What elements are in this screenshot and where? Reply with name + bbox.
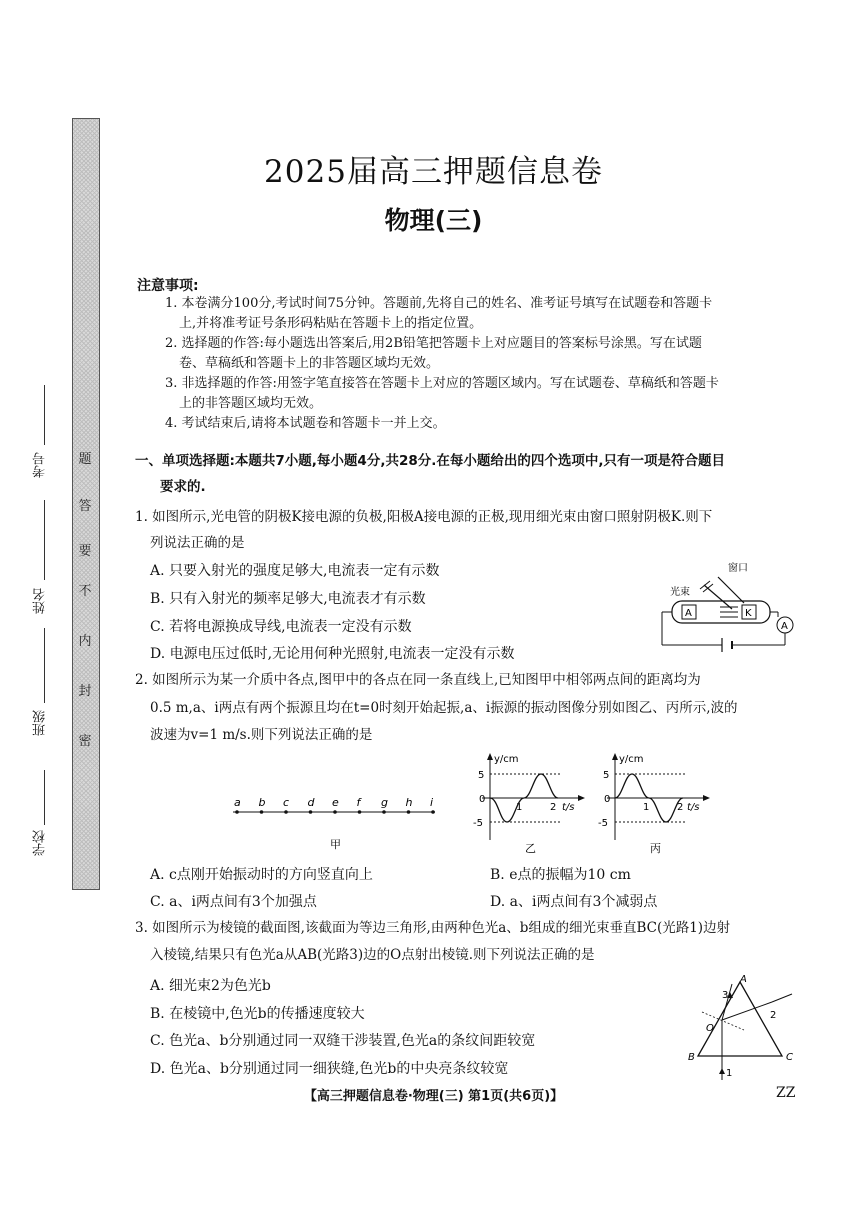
- graph-xtick-2: 2: [550, 802, 557, 813]
- q3-option-b[interactable]: B. 在棱镜中,色光b的传播速度较大: [150, 1006, 365, 1022]
- q2-graph-bing: [595, 750, 720, 858]
- beam-label: 光束: [670, 587, 690, 598]
- q3-prism-figure: [680, 972, 800, 1084]
- point-label: f: [356, 796, 361, 809]
- q2-option-a[interactable]: A. c点刚开始振动时的方向竖直向上: [150, 867, 373, 883]
- seal-char: 封: [78, 684, 92, 699]
- q1-stem: 1. 如图所示,光电管的阴极K接电源的负极,阳极A接电源的正极,现用细光束由窗口照射阴极K.则下: [135, 509, 713, 525]
- point-label: b: [258, 796, 266, 809]
- medium-point: [333, 810, 337, 814]
- cathode-label: K: [745, 608, 752, 619]
- side-line[interactable]: [44, 500, 45, 580]
- vertex-a-label: A: [740, 974, 747, 985]
- graph-ytick-neg5: -5: [473, 818, 483, 829]
- point-label: d: [307, 796, 315, 809]
- graph-ytick-0: 0: [604, 794, 611, 805]
- q1-option-d[interactable]: D. 电源电压过低时,无论用何种光照射,电流表一定没有示数: [150, 646, 515, 662]
- point-label: a: [234, 796, 241, 809]
- footer-code: ZZ: [776, 1085, 796, 1101]
- notice-line: 2. 选择题的作答:每小题选出答案后,用2B铅笔把答题卡上对应题目的答案标号涂黑。写在试题: [165, 336, 702, 351]
- graph-xlabel: t/s: [562, 802, 575, 813]
- medium-point: [235, 810, 239, 814]
- point-label: i: [430, 796, 434, 809]
- q2-stem-cont: 波速为v=1 m/s.则下列说法正确的是: [150, 727, 373, 743]
- medium-point: [382, 810, 386, 814]
- seal-char: 答: [78, 499, 92, 514]
- side-line[interactable]: [44, 770, 45, 825]
- graph-ytick-5: 5: [478, 770, 485, 781]
- notice-line: 卷、草稿纸和答题卡上的非答题区域均无效。: [179, 356, 440, 371]
- ray-2-label: 2: [770, 1010, 777, 1021]
- notice-line: 3. 非选择题的作答:用签字笔直接答在答题卡上对应的答题区域内。写在试题卷、草稿纸和答题卡: [165, 376, 719, 391]
- notice-line: 上的非答题区域均无效。: [179, 396, 323, 411]
- q3-stem-cont: 入棱镜,结果只有色光a从AB(光路3)边的O点射出棱镜.则下列说法正确的是: [150, 947, 595, 963]
- q2-stem-cont: 0.5 m,a、i两点有两个振源且均在t=0时刻开始起振,a、i振源的振动图像分别如图乙、丙所示,波的: [150, 700, 738, 716]
- q2-option-d[interactable]: D. a、i两点间有3个减弱点: [490, 894, 658, 910]
- q1-option-a[interactable]: A. 只要入射光的强度足够大,电流表一定有示数: [150, 563, 440, 579]
- graph-ytick-neg5: -5: [598, 818, 608, 829]
- seal-char: 内: [78, 634, 92, 649]
- fig-label-yi: 乙: [525, 842, 536, 855]
- footer-text: 【高三押题信息卷·物理(三) 第1页(共6页)】: [303, 1089, 564, 1104]
- q1-stem-cont: 列说法正确的是: [150, 535, 245, 551]
- ammeter-label: A: [781, 621, 788, 632]
- medium-point: [284, 810, 288, 814]
- ray-1-label: 1: [726, 1068, 733, 1079]
- page-subtitle: 物理(三): [384, 206, 483, 235]
- notice-heading: 注意事项:: [137, 278, 199, 294]
- graph-ylabel: y/cm: [619, 754, 644, 765]
- point-label: c: [283, 796, 290, 809]
- ray-3-label: 3: [722, 990, 729, 1001]
- graph-ytick-5: 5: [603, 770, 610, 781]
- point-label: h: [405, 796, 413, 809]
- section-heading: 一、单项选择题:本题共7小题,每小题4分,共28分.在每小题给出的四个选项中,只有一项是符合题目: [135, 453, 725, 469]
- side-label-exam-no: 考号: [33, 452, 48, 478]
- notice-line: 4. 考试结束后,请将本试题卷和答题卡一并上交。: [165, 416, 446, 431]
- q1-phototube-figure: [660, 555, 800, 660]
- q1-option-b[interactable]: B. 只有入射光的频率足够大,电流表才有示数: [150, 591, 426, 607]
- side-line[interactable]: [44, 628, 45, 703]
- fig-label-jia: 甲: [330, 838, 341, 851]
- point-label: g: [381, 796, 388, 809]
- notice-line: 1. 本卷满分100分,考试时间75分钟。答题前,先将自己的姓名、准考证号填写在试题卷和答题卡: [165, 296, 713, 311]
- q3-option-c[interactable]: C. 色光a、b分别通过同一双缝干涉装置,色光a的条纹间距较宽: [150, 1033, 536, 1049]
- graph-ylabel: y/cm: [494, 754, 519, 765]
- seal-char: 要: [78, 544, 92, 559]
- side-label-name: 姓名: [33, 588, 48, 614]
- seal-char: 题: [78, 452, 92, 467]
- medium-point: [358, 810, 362, 814]
- q2-graph-yi: [470, 750, 595, 858]
- vertex-b-label: B: [688, 1052, 695, 1063]
- medium-point: [309, 810, 313, 814]
- q2-option-b[interactable]: B. e点的振幅为10 cm: [490, 867, 631, 883]
- graph-xtick-1: 1: [643, 802, 650, 813]
- section-heading-cont: 要求的.: [160, 479, 206, 495]
- notice-line: 上,并将准考证号条形码粘贴在答题卡上的指定位置。: [179, 316, 483, 331]
- q2-points-figure: [225, 790, 445, 855]
- graph-xtick-1: 1: [516, 802, 523, 813]
- medium-point: [260, 810, 264, 814]
- q1-option-c[interactable]: C. 若将电源换成导线,电流表一定没有示数: [150, 619, 412, 635]
- graph-ytick-0: 0: [479, 794, 486, 805]
- side-line[interactable]: [44, 385, 45, 445]
- seal-char: 不: [78, 584, 92, 599]
- notice-item: [165, 414, 805, 434]
- anode-label: A: [685, 608, 692, 619]
- side-label-school: 学校: [33, 830, 48, 856]
- notice-item: [165, 334, 805, 374]
- notice-item: [165, 294, 805, 334]
- notice-item: [165, 374, 805, 414]
- page-title: 2025届高三押题信息卷: [264, 154, 603, 190]
- medium-point: [407, 810, 411, 814]
- q2-stem: 2. 如图所示为某一介质中各点,图甲中的各点在同一条直线上,已知图甲中相邻两点间的距离均为: [135, 672, 701, 688]
- side-label-class: 班级: [33, 710, 48, 736]
- q3-stem: 3. 如图所示为棱镜的截面图,该截面为等边三角形,由两种色光a、b组成的细光束垂直BC(光路1)边射: [135, 920, 731, 936]
- window-label: 窗口: [728, 563, 748, 574]
- q3-option-a[interactable]: A. 细光束2为色光b: [150, 978, 271, 994]
- q2-option-c[interactable]: C. a、i两点间有3个加强点: [150, 894, 317, 910]
- graph-xlabel: t/s: [687, 802, 700, 813]
- point-label: e: [332, 796, 339, 809]
- vertex-c-label: C: [786, 1052, 793, 1063]
- q3-option-d[interactable]: D. 色光a、b分别通过同一细狭缝,色光b的中央亮条纹较宽: [150, 1061, 509, 1077]
- point-o-label: O: [706, 1023, 714, 1034]
- fig-label-bing: 丙: [650, 842, 661, 855]
- medium-point: [431, 810, 435, 814]
- seal-char: 密: [78, 734, 92, 749]
- graph-xtick-2: 2: [677, 802, 684, 813]
